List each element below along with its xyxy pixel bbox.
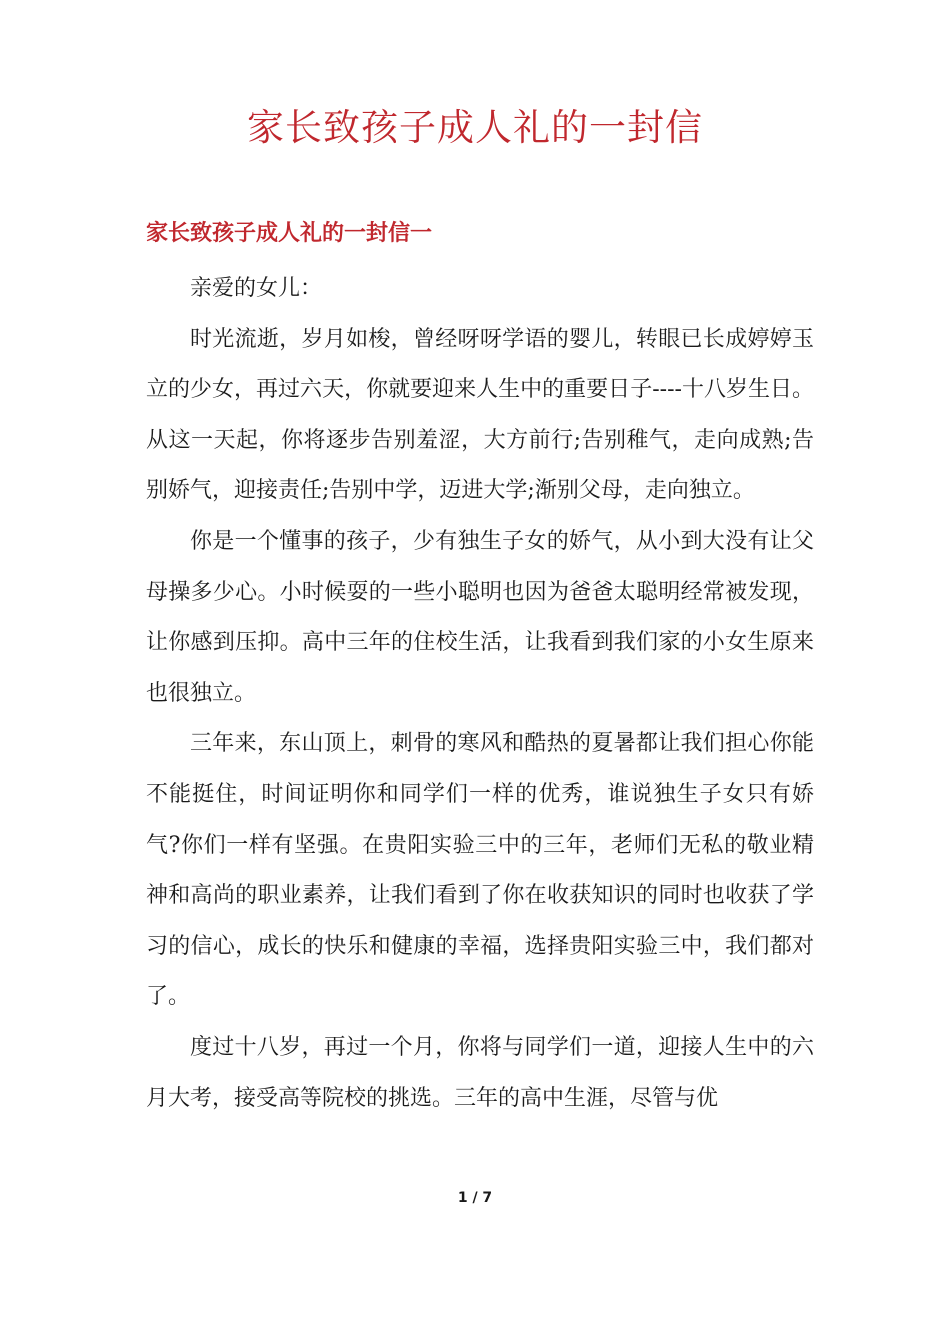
paragraph: 度过十八岁，再过一个月，你将与同学们一道，迎接人生中的六月大考，接受高等院校的挑选。三年的高中生涯，尽管与优 [146,1034,814,1111]
page-number: 1 / 7 [457,1190,493,1206]
paragraph: 三年来，东山顶上，刺骨的寒风和酷热的夏暑都让我们担心你能不能挺住，时间证明你和同学们一样的优秀，谁说独生子女只有娇气?你们一样有坚强。在贵阳实验三中的三年，老师们无私的敬业精神和高尚的职业素养，让我们看到了你在收获知识的同时也收获了学习的信心，成长的快乐和健康的幸福，选择贵阳实验三中，我们都对了。 [146,731,814,1010]
paragraph-salutation: 亲爱的女儿： [190,276,323,301]
body-text [146,264,814,1124]
paragraph: 你是一个懂事的孩子，少有独生子女的娇气，从小到大没有让父母操多少心。小时候耍的一些小聪明也因为爸爸太聪明经常被发现，让你感到压抑。高中三年的住校生活，让我看到我们家的小女生原来也很独立。 [146,528,814,706]
paragraph: 时光流逝，岁月如梭，曾经呀呀学语的婴儿，转眼已长成婷婷玉立的少女，再过六天，你就要迎来人生中的重要日子----十八岁生日。从这一天起，你将逐步告别羞涩，大方前行;告别稚气，走向成熟;告别娇气，迎接责任;告别中学，迈进大学;渐别父母，走向独立。 [146,326,814,504]
document-title: 家长致孩子成人礼的一封信 [247,106,703,149]
section-heading: 家长致孩子成人礼的一封信一 [146,221,433,246]
